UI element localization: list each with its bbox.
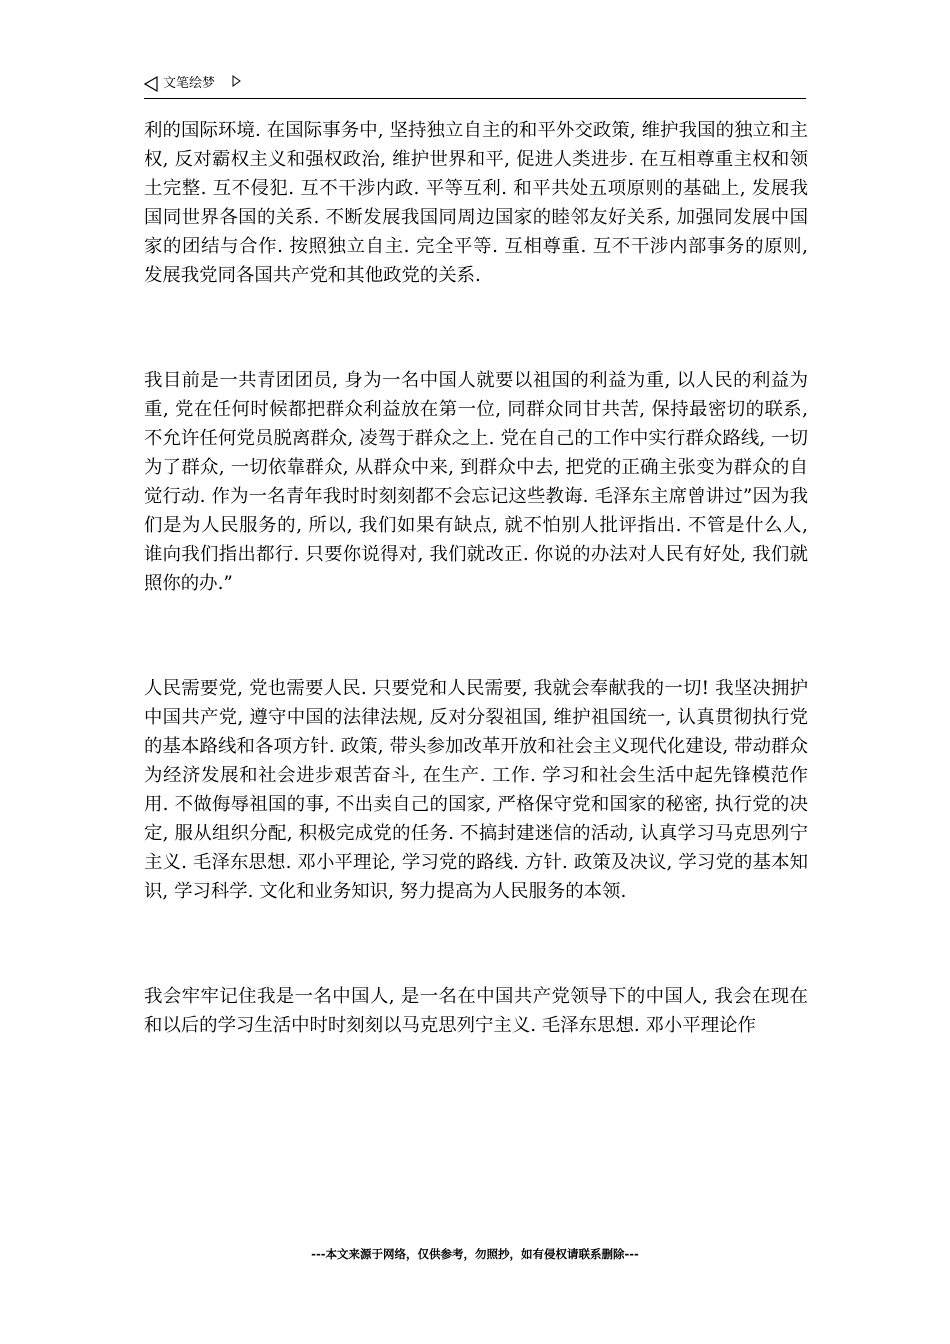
paragraph-4: 我会牢牢记住我是一名中国人, 是一名在中国共产党领导下的中国人, 我会在现在和以后的学习生活中时时刻刻以马克思列宁主义. 毛泽东思想. 邓小平理论作	[144, 986, 808, 1036]
paragraph-2: 我目前是一共青团团员, 身为一名中国人就要以祖国的利益为重, 以人民的利益为重, 党在任何时候都把群众利益放在第一位, 同群众同甘共苦, 保持最密切的联系, 不允许任何党员脱离群众, 凌驾于群众之上. 党在自己的工作中实行群众路线, 一切为了群众, 一切依靠群众, 从群众中来, 到群众中去, 把党的正确主张变为群众的自觉行动. 作为一名青年我时时刻刻都不会忘记这些教诲. 毛泽东主席曾讲过”因为我们是为人民服务的, 所以, 我们如果有缺点, 就不怕别人批评指出. 不管是什么人, 谁向我们指出都行. 只要你说得对, 我们就改正. 你说的办法对人民有好处, 我们就照你的办.”	[144, 370, 808, 594]
triangle-left-icon	[144, 76, 158, 92]
footer-disclaimer: ---本文来源于网络，仅供参考，勿照抄，如有侵权请联系删除---	[311, 1247, 639, 1261]
triangle-right-icon	[232, 75, 241, 87]
page-header	[144, 72, 806, 99]
header-title: 文笔绘梦	[163, 76, 216, 91]
paragraph-3: 人民需要党, 党也需要人民. 只要党和人民需要, 我就会奉献我的一切! 我坚决拥护中国共产党, 遵守中国的法律法规, 反对分裂祖国, 维护祖国统一, 认真贯彻执行党的基本路线和各项方针. 政策, 带头参加改革开放和社会主义现代化建设, 带动群众为经济发展和社会进步艰苦奋斗, 在生产. 工作. 学习和社会生活中起先锋模范作用. 不做侮辱祖国的事, 不出卖自己的国家, 严格保守党和国家的秘密, 执行党的决定, 服从组织分配, 积极完成党的任务. 不搞封建迷信的活动, 认真学习马克思列宁主义. 毛泽东思想. 邓小平理论, 学习党的路线. 方针. 政策及决议, 学习党的基本知识, 学习科学. 文化和业务知识, 努力提高为人民服务的本领.	[144, 678, 808, 902]
document-body	[144, 116, 808, 1116]
paragraph-1: 利的国际环境. 在国际事务中, 坚持独立自主的和平外交政策, 维护我国的独立和主权, 反对霸权主义和强权政治, 维护世界和平, 促进人类进步. 在互相尊重主权和领土完整. 互不侵犯. 互不干涉内政. 平等互利. 和平共处五项原则的基础上, 发展我国同世界各国的关系. 不断发展我国同周边国家的睦邻友好关系, 加强同发展中国家的团结与合作. 按照独立自主. 完全平等. 互相尊重. 互不干涉内部事务的原则, 发展我党同各国共产党和其他政党的关系.	[144, 120, 808, 286]
